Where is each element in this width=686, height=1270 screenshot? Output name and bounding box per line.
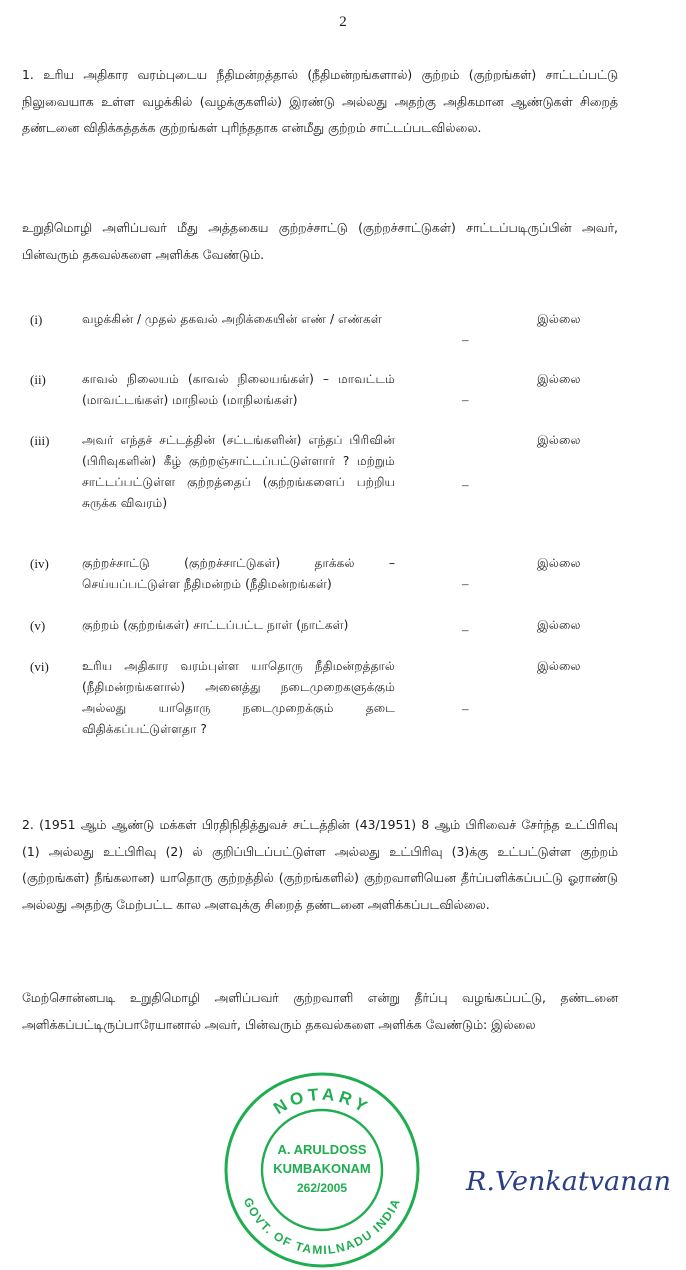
item-number: (i) [30,312,43,327]
item-value: இல்லை [537,618,581,632]
stamp-name: A. ARULDOSS [277,1142,367,1157]
item-number: (v) [30,618,46,633]
notary-stamp [222,1070,422,1270]
item-value: இல்லை [537,433,581,447]
item-dash: – [462,392,469,407]
item-text: உரிய அதிகார வரம்புள்ள யாதொரு நீதிமன்றத்தால் (நீதிமன்றங்களால்) அனைத்து நடைமுறைகளுக்கும் அல்லது யாதொரு நடைமுறைக்கும் தடை விதிக்கப்பட்டுள்ளதா ? [82,659,395,736]
item-dash: – [462,701,469,716]
signature [462,1148,677,1206]
item-number: (iii) [30,433,50,448]
stamp-bottom-text: GOVT. OF TAMILNADU INDIA [240,1195,404,1258]
item-text: குற்றச்சாட்டு (குற்றச்சாட்டுகள்) தாக்கல் – செய்யப்பட்டுள்ள நீதிமன்றம் (நீதிமன்றங்கள்) [82,556,395,591]
item-dash: – [462,622,469,637]
stamp-place: KUMBAKONAM [273,1161,371,1176]
item-dash: – [462,477,469,492]
section-1-followup: உறுதிமொழி அளிப்பவர் மீது அத்தகைய குற்றச்சாட்டு (குற்றச்சாட்டுகள்) சாட்டப்படிருப்பின் அவர், பின்வரும் தகவல்களை அளிக்க வேண்டும். [22,220,618,262]
item-value: இல்லை [537,312,581,326]
item-text: குற்றம் (குற்றங்கள்) சாட்டப்பட்ட நாள் (நாட்கள்) [82,618,349,632]
item-text: அவர் எந்தச் சட்டத்தின் (சட்டங்களின்) எந்தப் பிரிவின் (பிரிவுகளின்) கீழ் குற்றஞ்சாட்டப்பட்டுள்ளார் ? மற்றும் சாட்டப்பட்டுள்ள குற்றத்தைப் (குற்றங்களைப் பற்றிய சுருக்க விவரம்) [82,433,395,510]
item-text: வழக்கின் / முதல் தகவல் அறிக்கையின் எண் / எண்கள் [82,312,382,326]
item-value: இல்லை [537,659,581,673]
stamp-reg-no: 262/2005 [296,1181,348,1195]
item-dash: – [462,576,469,591]
section-1-paragraph: 1. உரிய அதிகார வரம்புடைய நீதிமன்றத்தால் (நீதிமன்றங்களால்) குற்றம் (குற்றங்கள்) சாட்டப்பட்டு நிலுவையாக உள்ள வழக்கில் (வழக்குகளில்) இரண்டு அல்லது அதற்கு அதிகமான ஆண்டுகள் சிறைத் தண்டனை விதிக்கத்தக்க குற்றங்கள் புரிந்ததாக என்மீது குற்றம் சாட்டப்படவில்லை. [22,67,618,135]
page-number: 2 [339,14,347,30]
item-number: (vi) [30,659,49,674]
item-number: (ii) [30,372,46,387]
section-2-followup: மேற்சொன்னபடி உறுதிமொழி அளிப்பவர் குற்றவாளி என்று தீர்ப்பு வழங்கப்பட்டு, தண்டனை அளிக்கப்பட்டிருப்பாரேயானால் அவர், பின்வரும் தகவல்களை அளிக்க வேண்டும்: இல்லை [22,990,618,1032]
stamp-top-text: NOTARY [270,1084,374,1119]
item-dash: – [462,332,469,347]
item-value: இல்லை [537,372,581,386]
signature-text: R.Venkatvanan [464,1167,671,1197]
item-text: காவல் நிலையம் (காவல் நிலையங்கள்) – மாவட்டம் (மாவட்டங்கள்) மாநிலம் (மாநிலங்கள்) [82,372,395,407]
item-number: (iv) [30,556,49,571]
section-2-paragraph: 2. (1951 ஆம் ஆண்டு மக்கள் பிரதிநிதித்துவச் சட்டத்தின் (43/1951) 8 ஆம் பிரிவைச் சேர்ந்த உட்பிரிவு (1) அல்லது உட்பிரிவு (2) ல் குறிப்பிடப்பட்டுள்ள அல்லது உட்பிரிவு (3)க்கு உட்பட்டுள்ள குற்றம் (குற்றங்கள்) நீங்கலான) யாதொரு குற்றத்தில் (குற்றங்களில்) குற்றவாளியென தீர்ப்பளிக்கப்பட்டு ஓராண்டு அல்லது அதற்கு மேற்பட்ட கால அளவுக்கு சிறைத் தண்டனை அளிக்கப்படவில்லை. [22,817,618,912]
item-value: இல்லை [537,556,581,570]
